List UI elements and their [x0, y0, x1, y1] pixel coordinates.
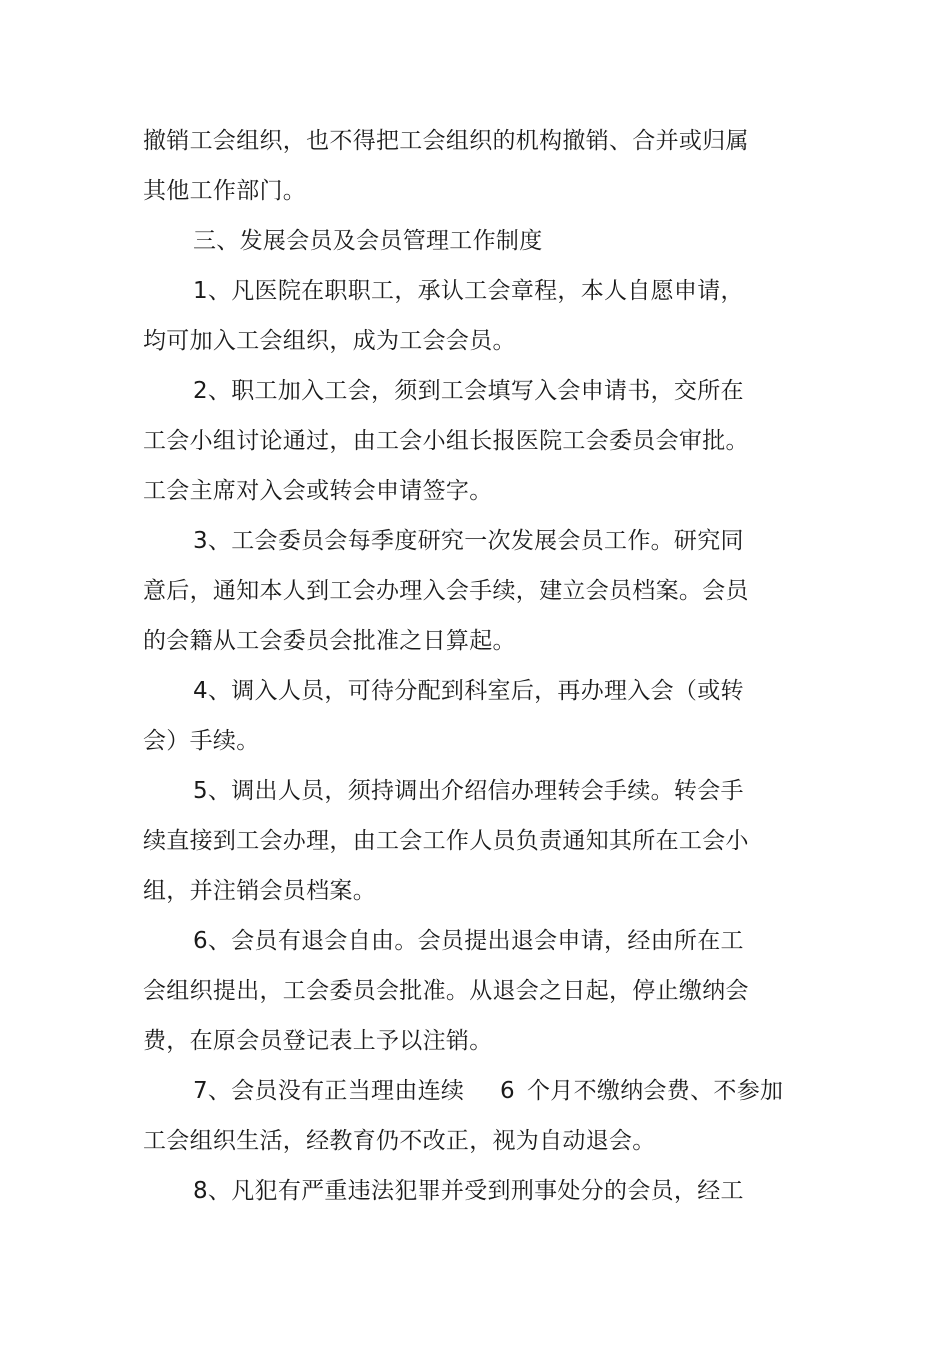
text-line: 其他工作部门。: [143, 178, 307, 204]
text-line: 2、职工加入工会，须到工会填写入会申请书，交所在: [193, 378, 744, 404]
text-line: 撤销工会组织，也不得把工会组织的机构撤销、合并或归属: [143, 128, 749, 154]
text-line: 会）手续。: [143, 728, 260, 754]
text-line: 6、会员有退会自由。会员提出退会申请，经由所在工: [193, 928, 744, 954]
text-line: 费，在原会员登记表上予以注销。: [143, 1028, 493, 1054]
text-line-number: 6: [500, 1078, 515, 1104]
text-line: 7、会员没有正当理由连续: [193, 1078, 465, 1104]
text-line: 会组织提出，工会委员会批准。从退会之日起，停止缴纳会: [143, 978, 749, 1004]
text-line: 1、凡医院在职职工，承认工会章程，本人自愿申请，: [193, 278, 744, 304]
text-line: 工会组织生活，经教育仍不改正，视为自动退会。: [143, 1128, 656, 1154]
text-line: 3、工会委员会每季度研究一次发展会员工作。研究同: [193, 528, 744, 554]
text-line: 的会籍从工会委员会批准之日算起。: [143, 628, 516, 654]
section-heading: 三、发展会员及会员管理工作制度: [193, 228, 543, 254]
text-line: 工会主席对入会或转会申请签字。: [143, 478, 493, 504]
text-line: 个月不缴纳会费、不参加: [527, 1078, 784, 1104]
text-line: 5、调出人员，须持调出介绍信办理转会手续。转会手: [193, 778, 744, 804]
text-line: 续直接到工会办理，由工会工作人员负责通知其所在工会小: [143, 828, 749, 854]
text-line: 组，并注销会员档案。: [143, 878, 376, 904]
text-line: 意后，通知本人到工会办理入会手续，建立会员档案。会员: [143, 578, 749, 604]
text-line: 8、凡犯有严重违法犯罪并受到刑事处分的会员，经工: [193, 1178, 744, 1204]
text-line: 均可加入工会组织，成为工会会员。: [143, 328, 516, 354]
text-line: 4、调入人员，可待分配到科室后，再办理入会（或转: [193, 678, 744, 704]
text-line: 工会小组讨论通过，由工会小组长报医院工会委员会审批。: [143, 428, 749, 454]
